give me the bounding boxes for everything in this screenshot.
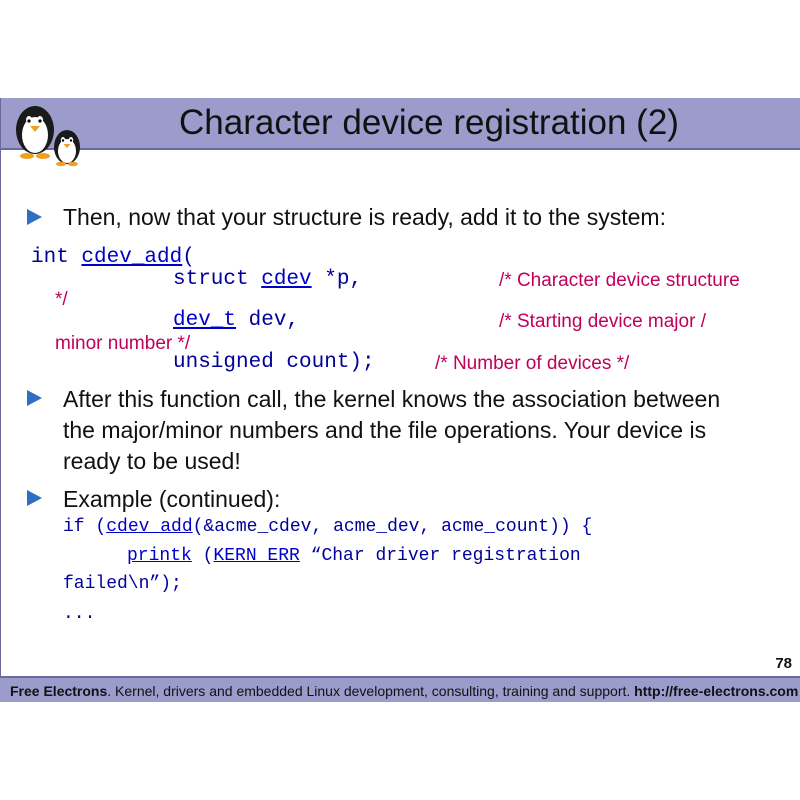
bullet-arrow-icon [27, 209, 42, 225]
code-line [63, 517, 592, 537]
footer [0, 676, 800, 702]
code-text: *p, [311, 268, 363, 291]
cdev-add-link[interactable]: cdev_add [106, 517, 193, 537]
code-text: dev, [236, 309, 300, 332]
code-line: failed\n”); [63, 574, 182, 594]
bullet-text: After this function call, the kernel knows the association between [63, 386, 721, 412]
dev-t-link[interactable]: dev_t [173, 309, 237, 332]
footer-text: . Kernel, drivers and embedded Linux development, consulting, training and support. [107, 683, 635, 699]
bullet-arrow-icon [27, 490, 42, 506]
code-text: ( [191, 546, 214, 566]
code-comment: */ [55, 289, 68, 310]
page-number: 78 [775, 655, 792, 672]
bullet-text: the major/minor numbers and the file operations. Your device is [63, 417, 707, 443]
bullet-text: Then, now that your structure is ready, add it to the system: [63, 204, 666, 230]
slide [0, 98, 800, 700]
code-text: struct [173, 268, 262, 291]
code-line: ... [63, 604, 96, 624]
code-comment: /* Number of devices */ [435, 353, 630, 374]
code-line [127, 546, 581, 566]
code-text: unsigned count); [173, 351, 375, 374]
kern-err-link[interactable]: KERN_ERR [213, 546, 300, 566]
cdev-link[interactable]: cdev [261, 268, 312, 291]
code-comment: /* Character device structure [499, 270, 740, 291]
footer-brand: Free Electrons [10, 683, 108, 699]
code-line [173, 309, 299, 332]
code-text: “Char driver registration [299, 546, 581, 566]
code-line [173, 351, 375, 374]
code-text: int [31, 246, 82, 269]
code-line [173, 268, 362, 291]
code-text: (&acme_cdev, acme_dev, acme_count)) { [192, 517, 593, 537]
title-bar [1, 98, 800, 150]
printk-link[interactable]: printk [127, 546, 192, 566]
code-line [31, 246, 195, 269]
bullet-arrow-icon [27, 390, 42, 406]
code-text: ( [182, 246, 195, 269]
slide-title: Character device registration (2) [179, 103, 679, 142]
code-text: if ( [63, 517, 107, 537]
bullet-text: Example (continued): [63, 486, 281, 512]
cdev-add-link[interactable]: cdev_add [81, 246, 183, 269]
footer-url[interactable]: http://free-electrons.com [634, 683, 799, 699]
code-comment: /* Starting device major / [499, 311, 706, 332]
code-comment: minor number */ [55, 333, 191, 354]
bullet-text: ready to be used! [63, 448, 241, 474]
